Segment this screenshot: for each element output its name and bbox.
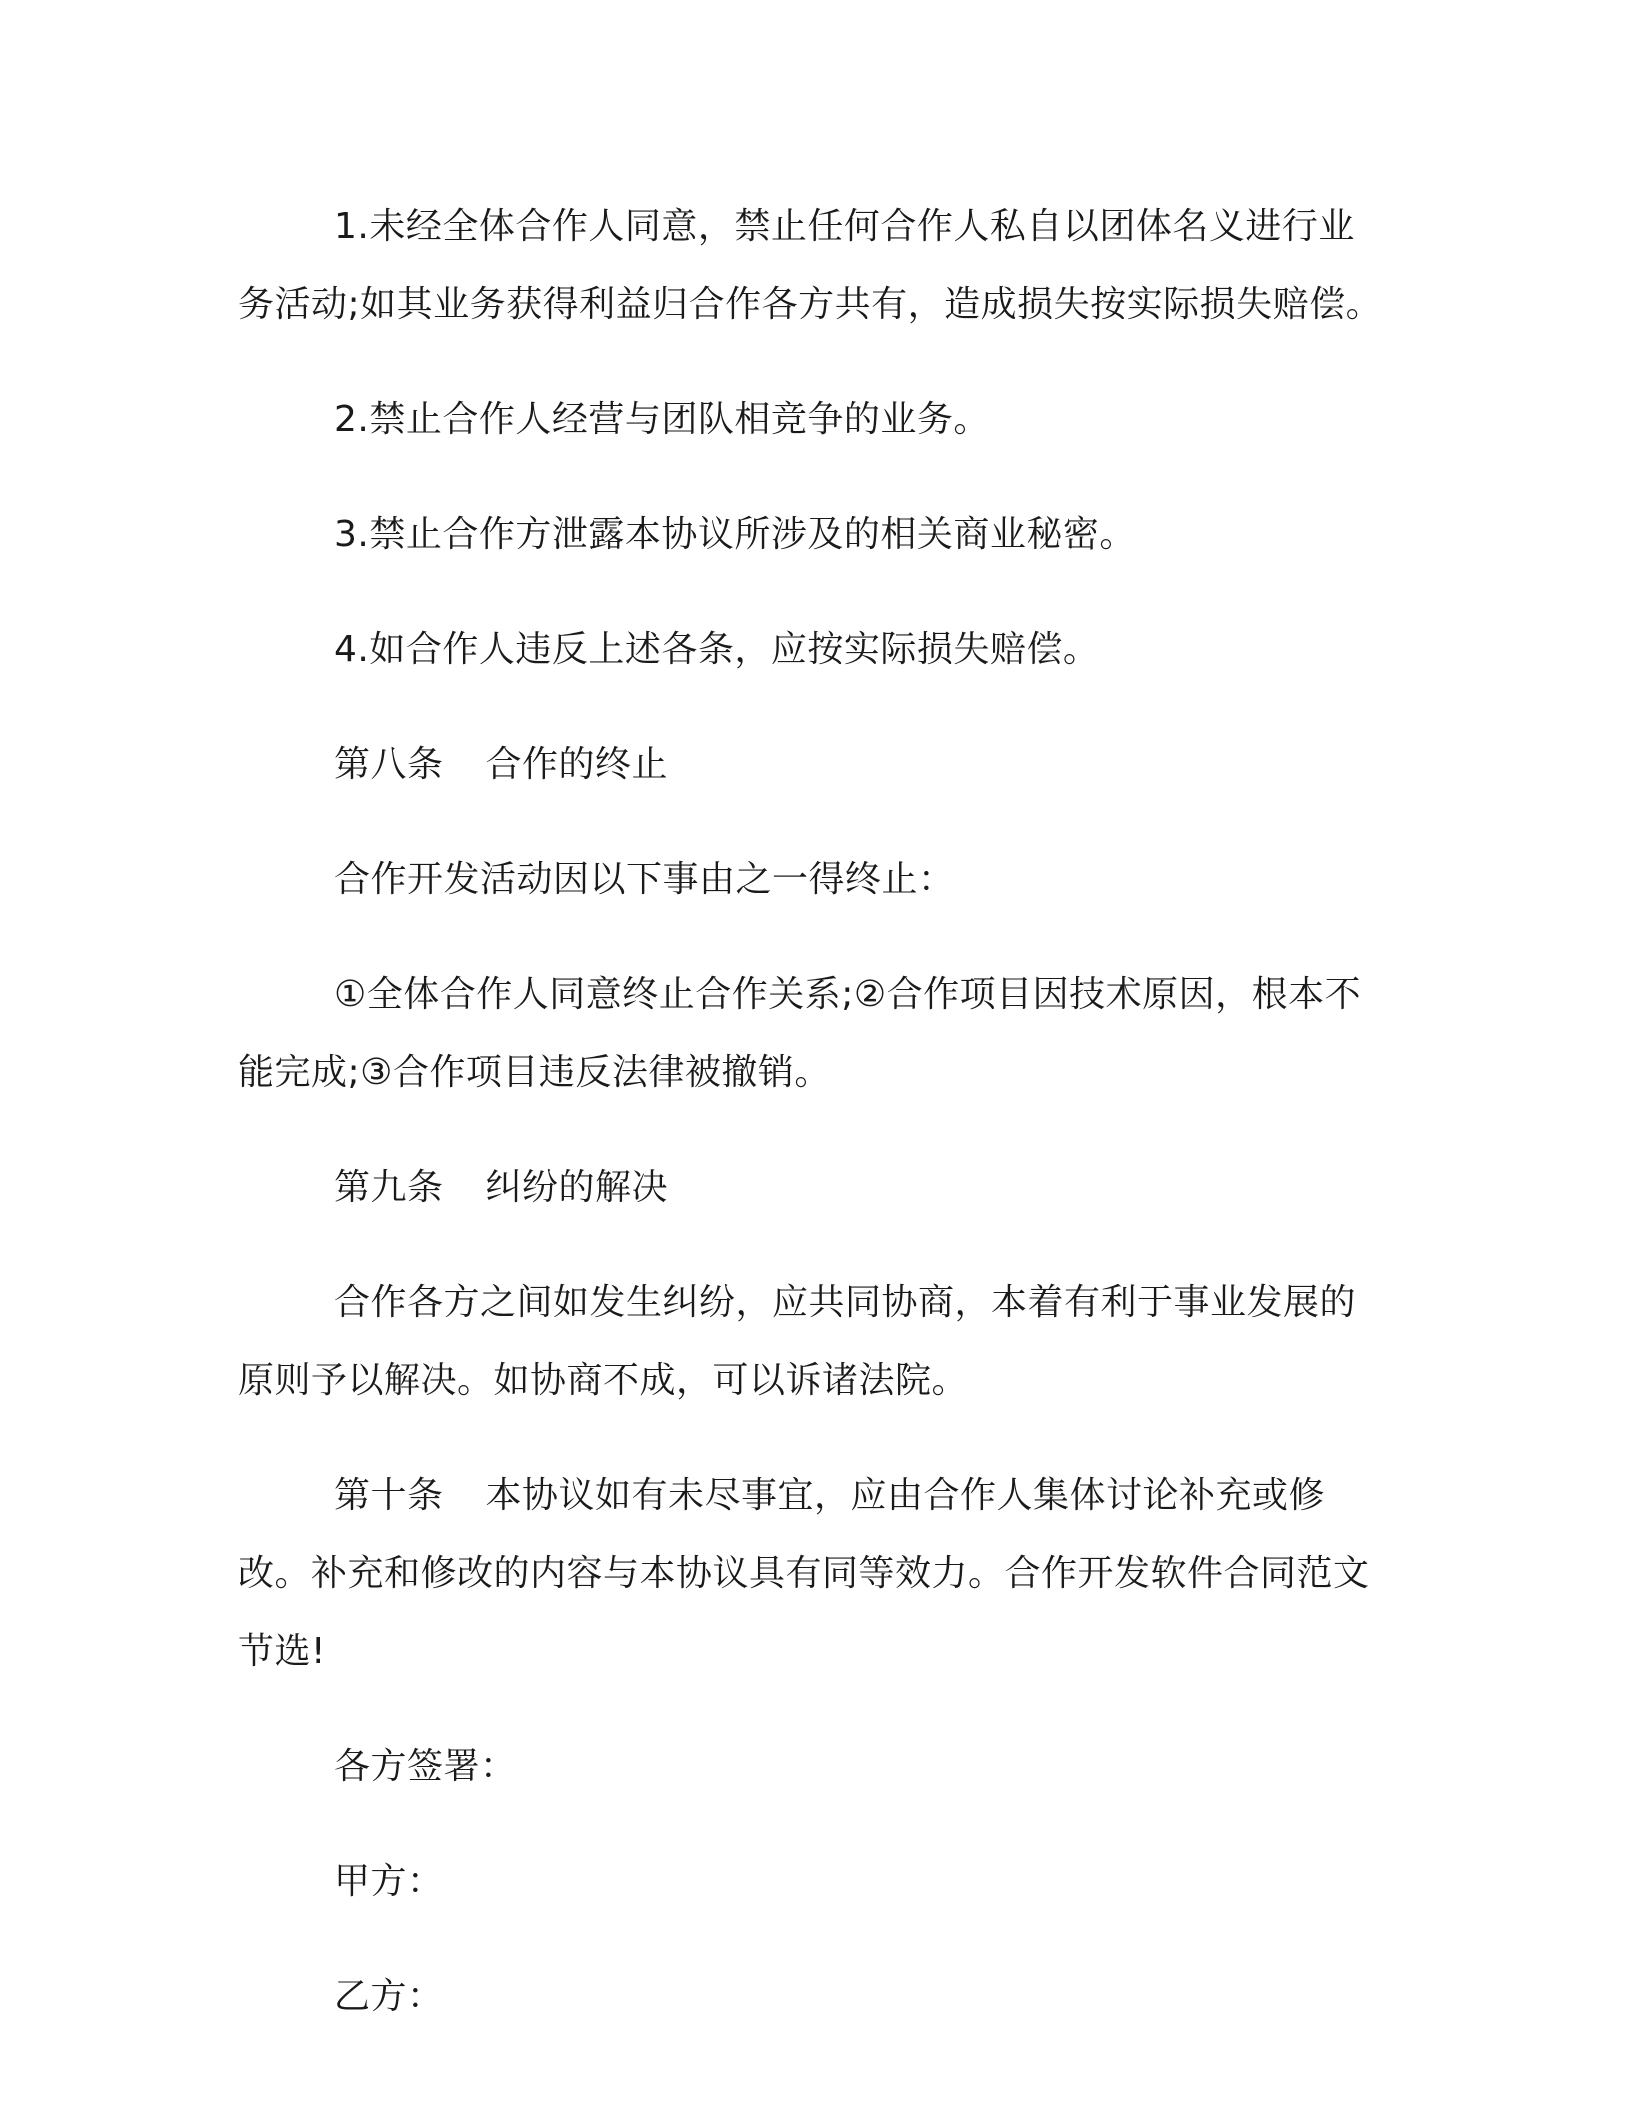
clause-1: 1.未经全体合作人同意，禁止任何合作人私自以团体名义进行业务活动;如其业务获得利益归合作各方共有，造成损失按实际损失赔偿。 (238, 206, 1383, 325)
article-10 (238, 1457, 1388, 1691)
article-9-body: 合作各方之间如发生纠纷，应共同协商，本着有利于事业发展的原则予以解决。如协商不成，可以诉诸法院。 (238, 1282, 1357, 1401)
article-8-intro: 合作开发活动因以下事由之一得终止： (334, 859, 955, 900)
article-9-title: 纠纷的解决 (485, 1167, 669, 1208)
party-a-label: 甲方： (334, 1861, 444, 1902)
clause-4: 4.如合作人违反上述各条，应按实际损失赔偿。 (334, 629, 1100, 670)
clause-2: 2.禁止合作人经营与团队相竞争的业务。 (334, 399, 990, 440)
article-10-number: 第十条 (334, 1475, 444, 1516)
signatures-label: 各方签署： (334, 1746, 517, 1787)
article-9-heading (238, 1149, 1388, 1227)
clause-3: 3.禁止合作方泄露本协议所涉及的相关商业秘密。 (334, 514, 1136, 555)
article-8-number: 第八条 (334, 744, 444, 785)
article-8-items: ①全体合作人同意终止合作关系;②合作项目因技术原因，根本不能完成;③合作项目违反法律被撤销。 (238, 974, 1362, 1093)
article-10-body: 本协议如有未尽事宜，应由合作人集体讨论补充或修改。补充和修改的内容与本协议具有同等效力。合作开发软件合同范文节选! (238, 1475, 1370, 1672)
party-b-label: 乙方： (334, 1976, 444, 2017)
document-page (238, 188, 1388, 2073)
article-8-heading (238, 726, 1388, 804)
article-8-title: 合作的终止 (485, 744, 669, 785)
article-9-number: 第九条 (334, 1167, 444, 1208)
